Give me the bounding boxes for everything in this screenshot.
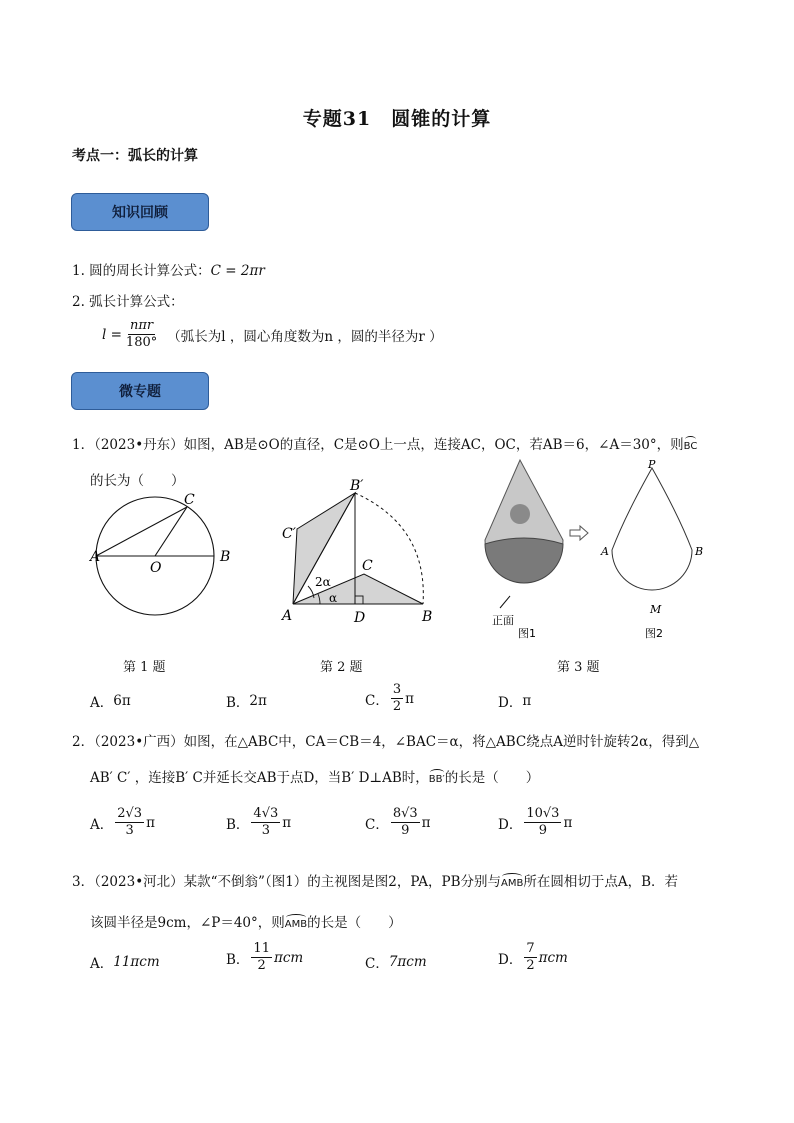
q3-stem-end: 的长是（ ）: [307, 915, 402, 931]
option-suffix: π: [282, 814, 292, 831]
circumference-formula: C = 2πr: [210, 263, 265, 279]
option-label: A．: [90, 816, 114, 833]
fig1-caption: 第 1 题: [123, 660, 166, 675]
option-fraction: [115, 806, 144, 839]
q3-stem: [72, 870, 752, 890]
option-suffix: π: [405, 690, 414, 707]
option-suffix: π: [563, 814, 573, 831]
option-label: A．: [90, 695, 114, 711]
section-heading: 考点一：弧长的计算: [72, 148, 198, 164]
option-label: B．: [226, 695, 250, 711]
option-suffix: πcm: [538, 949, 568, 966]
fraction-numerator: 10√3: [526, 806, 560, 821]
q1-option-c[interactable]: [365, 682, 414, 715]
q3-option-b[interactable]: [226, 941, 303, 974]
q1-option-b[interactable]: [226, 691, 267, 711]
option-label: B．: [226, 816, 250, 833]
fig3-label-fig2: 图2: [645, 627, 663, 640]
fig3-front-arrow: [500, 596, 510, 608]
fraction-denominator: 9: [401, 823, 410, 838]
q3-arc-2: AMB: [284, 919, 308, 930]
option-label: A．: [90, 956, 114, 972]
fraction-denominator: 3: [261, 823, 270, 838]
fraction-denominator: 2: [526, 958, 535, 973]
fig3-label-p: P: [648, 458, 656, 471]
q1-arc: BC: [683, 441, 698, 452]
fig1-label-a: A: [90, 549, 101, 565]
fig3-label-a: A: [601, 545, 609, 558]
fig3-arrow-icon: [570, 526, 588, 540]
q3-option-c[interactable]: [365, 952, 427, 972]
q2-stem-text: AB′ C′ ，连接B′ C并延长交AB于点D，当B′ D⊥AB时，: [90, 770, 429, 786]
q2-option-d[interactable]: [498, 806, 572, 839]
arc-length-formula: [102, 318, 443, 351]
fig3-caption: 第 3 题: [557, 660, 600, 675]
fig2-label-c: C: [362, 558, 373, 574]
fig1-radius-oc: [155, 507, 187, 556]
fig3-label-fig1: 图1: [518, 627, 536, 640]
option-value: 6π: [113, 693, 131, 709]
q3-stem-text: 3．（2023•河北）某款“不倒翁”（图1）的主视图是图2，PA，PB分别与: [72, 874, 501, 890]
q1-option-d[interactable]: [498, 691, 531, 711]
option-fraction: [524, 941, 536, 974]
option-label: C．: [365, 956, 389, 972]
fig3-label-b: B: [695, 545, 704, 558]
fig3-tumbler-base: [485, 538, 563, 583]
option-fraction: [391, 682, 403, 715]
fig1-label-o: O: [150, 560, 162, 576]
figure-2: [278, 476, 443, 631]
fraction-numerator: 11: [253, 941, 270, 956]
q1-stem-end: 的长为（ ）: [90, 473, 185, 489]
fig2-triangle-abc: [293, 574, 423, 604]
page-title: 专题31 圆锥的计算: [302, 108, 492, 130]
fig2-label-d: D: [354, 610, 366, 626]
option-fraction: [251, 806, 280, 839]
option-label: D．: [498, 951, 523, 968]
fraction-denominator: 2: [257, 958, 266, 973]
review-tag: 知识回顾: [71, 193, 209, 231]
review-item-1: [72, 259, 265, 279]
q3-stem-text-2: 所在圆相切于点A，B．若: [523, 874, 679, 890]
option-label: B．: [226, 951, 250, 968]
q1-stem: [72, 433, 732, 453]
figure-1: [86, 488, 236, 638]
option-value: 2π: [249, 693, 267, 709]
option-label: D．: [498, 816, 523, 833]
fig2-label-c-prime: C′: [282, 526, 296, 542]
formula-note: （弧长为l ，圆心角度数为n ，圆的半径为r ）: [167, 328, 443, 345]
fig2-label-a-angle: α: [329, 591, 338, 605]
option-value: 7πcm: [388, 954, 427, 970]
fraction-denominator: 3: [125, 823, 134, 838]
formula-fraction: [124, 318, 159, 351]
option-fraction: [251, 941, 272, 974]
topic-tag: 微专题: [71, 372, 209, 410]
q3-stem-text-3: 该圆半径是9cm，∠P＝40°，则: [90, 915, 285, 931]
q1-stem-text: 1．（2023•丹东）如图，AB是⊙O的直径，C是⊙O上一点，连接AC，OC，若AB＝6，∠A＝30°，则: [72, 437, 684, 453]
q2-stem-end: 的长是（ ）: [444, 770, 540, 786]
q1-option-a[interactable]: [90, 691, 131, 711]
q2-option-a[interactable]: [90, 806, 155, 839]
fig2-caption: 第 2 题: [320, 660, 363, 675]
option-label: C．: [365, 692, 389, 709]
fig3-figure-icon: [510, 504, 530, 524]
q2-option-b[interactable]: [226, 806, 291, 839]
option-label: D．: [498, 695, 523, 711]
formula-denominator: 180°: [125, 335, 158, 350]
figure-3: [480, 456, 730, 646]
fig1-label-c: C: [184, 492, 195, 508]
q3-option-a[interactable]: [90, 952, 160, 972]
q3-option-d[interactable]: [498, 941, 568, 974]
option-suffix: πcm: [273, 949, 304, 966]
fig3-outline: [612, 468, 692, 590]
option-suffix: π: [146, 814, 155, 831]
q2-stem: 2．（2023•广西）如图，在△ABC中，CA＝CB＝4，∠BAC＝α，将△ABC绕点A逆时针旋转2α，得到△: [72, 734, 700, 750]
fraction-denominator: 9: [538, 823, 548, 838]
formula-numerator: nπr: [130, 318, 154, 333]
option-label: C．: [365, 816, 389, 833]
option-value: 11πcm: [113, 954, 160, 970]
q2-arc: BB′: [428, 774, 445, 785]
review-item-1-label: 1. 圆的周长计算公式：: [72, 263, 211, 279]
fig3-label-front: 正面: [492, 614, 514, 627]
q3-stem-line2: [90, 911, 730, 931]
fraction-numerator: 8√3: [392, 806, 418, 821]
review-item-2: 2. 弧长计算公式：: [72, 294, 184, 310]
fraction-numerator: 4√3: [253, 806, 279, 821]
option-value: π: [522, 693, 532, 709]
fig1-label-b: B: [220, 549, 231, 565]
fraction-numerator: 7: [526, 941, 535, 956]
fig1-chord-ac: [96, 507, 187, 556]
fig2-label-b-prime: B′: [350, 478, 364, 494]
q3-arc: AMB: [501, 878, 524, 889]
option-fraction: [391, 806, 420, 839]
fig2-label-a: A: [282, 608, 293, 624]
fig2-label-2a: 2α: [315, 575, 331, 589]
formula-lhs: l =: [102, 326, 122, 343]
q2-option-c[interactable]: [365, 806, 431, 839]
fraction-numerator: 2√3: [117, 806, 143, 821]
q2-stem-line2: [90, 766, 730, 786]
option-fraction: [524, 806, 561, 839]
fraction-denominator: 2: [392, 699, 402, 714]
fraction-numerator: 3: [392, 682, 402, 697]
fig2-label-b: B: [422, 609, 433, 625]
option-suffix: π: [421, 814, 431, 831]
fig3-label-m: M: [650, 603, 662, 616]
